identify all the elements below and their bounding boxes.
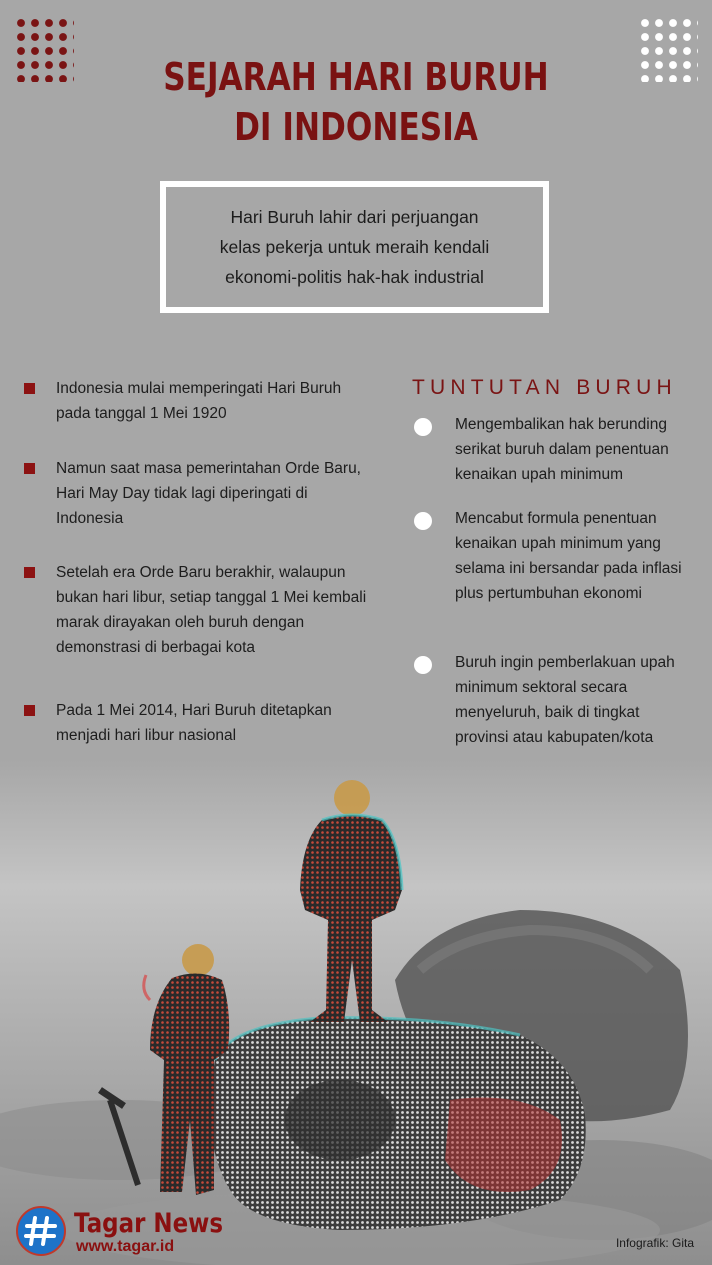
quote-line-3: ekonomi-politis hak-hak industrial (225, 267, 484, 287)
square-bullet-icon (24, 705, 35, 716)
tagar-news-logo[interactable] (16, 1206, 224, 1260)
history-text: Setelah era Orde Baru berakhir, walaupun bukan hari libur, setiap tanggal 1 Mei kembali marak dirayakan oleh buruh dengan demonstrasi di berbagai kota (56, 564, 367, 656)
circle-bullet-icon (414, 512, 432, 530)
infographic-credit: Infografik: Gita (615, 1236, 694, 1250)
square-bullet-icon (24, 383, 35, 394)
demand-text: Buruh ingin pemberlakuan upah minimum sektoral secara menyeluruh, baik di tingkat provinsi atau kabupaten/kota (455, 654, 675, 746)
quote-line-1: Hari Buruh lahir dari perjuangan (230, 207, 479, 227)
history-text: Namun saat masa pemerintahan Orde Baru, Hari May Day tidak lagi diperingati di Indonesia (56, 460, 361, 527)
brand-url[interactable]: www.tagar.id (76, 1238, 175, 1255)
history-text: Pada 1 Mei 2014, Hari Buruh ditetapkan menjadi hari libur nasional (56, 702, 332, 744)
demand-text: Mengembalikan hak berunding serikat buruh dalam penentuan kenaikan upah minimum (455, 416, 669, 483)
demand-text: Mencabut formula penentuan kenaikan upah minimum yang selama ini bersandar pada inflasi plus pertumbuhan ekonomi (455, 510, 682, 602)
circle-bullet-icon (414, 656, 432, 674)
brand-name: Tagar News (74, 1208, 224, 1239)
square-bullet-icon (24, 463, 35, 474)
history-text: Indonesia mulai memperingati Hari Buruh pada tanggal 1 Mei 1920 (56, 380, 342, 422)
square-bullet-icon (24, 567, 35, 578)
page-title (64, 52, 648, 152)
workers-photo-illustration (0, 760, 712, 1265)
hashtag-logo-icon (16, 1206, 66, 1256)
circle-bullet-icon (414, 418, 432, 436)
demands-heading: TUNTUTAN BURUH (412, 376, 677, 399)
quote-line-2: kelas pekerja untuk meraih kendali (219, 237, 490, 257)
quote-box (160, 181, 549, 313)
title-line-1: SEJARAH HARI BURUH (163, 55, 549, 99)
title-line-2: DI INDONESIA (234, 105, 478, 149)
